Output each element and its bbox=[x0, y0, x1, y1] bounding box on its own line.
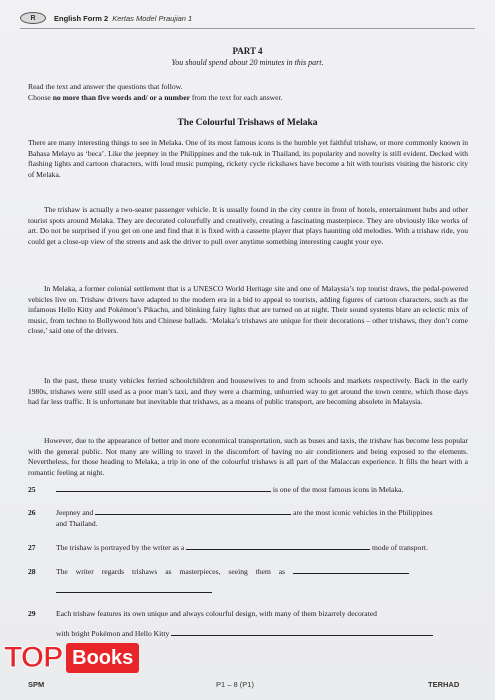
book-title: English Form 2 bbox=[54, 13, 109, 23]
question-number: 25 bbox=[28, 485, 36, 494]
answer-blank[interactable] bbox=[56, 484, 271, 492]
watermark-books-text: Books bbox=[66, 643, 139, 673]
answer-blank-continuation[interactable] bbox=[56, 592, 212, 593]
question-text: Each trishaw features its own unique and always colourful design, with many of them bizarrely decorated bbox=[56, 609, 377, 618]
question-text: are the most iconic vehicles in the Philippines bbox=[291, 508, 433, 517]
article-paragraph-4: In the past, these trusty vehicles ferried schoolchildren and housewives to and from schools and markets respectively. Back in the early 1980s, trishaws were still used as a poor man’s taxi, and they were a charming, unhurried way to get around the town centre, which those days had far less traffic. It is unfortunate but inevitable that trishaws, as a means of public transport, are becoming absolete in Malaysia. bbox=[28, 376, 468, 406]
question-body bbox=[56, 507, 466, 529]
footer-classification: TERHAD bbox=[428, 680, 460, 689]
article-title: The Colourful Trishaws of Melaka bbox=[177, 118, 318, 128]
question-number: 29 bbox=[28, 609, 36, 618]
question-number: 27 bbox=[28, 543, 36, 552]
watermark-top-text: TOP bbox=[4, 641, 63, 674]
article-paragraph-1: There are many interesting things to see in Melaka. One of its most famous icons is the humble yet faithful trishaw, or more commonly known in Bahasa Melayu as ‘beca’. Like the jeepney in the Philippines and the tuk-tuk in Thailand, its popularity and novelty is still evident. Decked with flashing lights and cartoon characters, with loud music pumping, rickety cycle rickshaws have become a hit with tourists visiting the historic city of Melaka. bbox=[28, 138, 468, 179]
question-body bbox=[56, 566, 466, 577]
answer-blank[interactable] bbox=[293, 566, 409, 574]
question-body bbox=[56, 484, 466, 495]
question-number: 26 bbox=[28, 508, 36, 517]
answer-blank[interactable] bbox=[171, 628, 433, 636]
article-paragraph-2: The trishaw is actually a two-seater passenger vehicle. It is usually found in the city centre in front of hotels, entertainment hubs and other tourist spots around Melaka. They are decorated colourfully and creatively, creating a fascinating masterpiece. They are obviously like works of art. Do not be surprised if you get on one and find that it is fixed with a cassette player that plays haunting old melodies. With a trishaw ride, you could get a close-up view of the streets and ask the driver to pull over anytime something interesting caught your eye. bbox=[28, 205, 468, 246]
question-number: 28 bbox=[28, 567, 36, 576]
article-paragraph-3: In Melaka, a former colonial settlement that is a UNESCO World Heritage site and one of Malaysia’s top tourist draws, the pedal-powered vehicles live on. Trishaw drivers have adapted to the modern era in a bid to appeal to tourists, adding figures of cartoon characters, such as the infamous Hello Kitty and Pokémon’s Pikachu, and blinking fairy lights that are turned on at night. Their sound systems blare an eclectic mix of music, from techno to Bollywood hits and Chinese ballads. ‘Melaka’s trishaws are unique for their decorations – other trishaws, they don’t come close,’ said one of the drivers. bbox=[28, 284, 468, 335]
question-text: is one of the most famous icons in Melaka. bbox=[271, 485, 404, 494]
question-body bbox=[56, 542, 466, 553]
instruction-text: Choose bbox=[28, 93, 53, 102]
instruction-emphasis: no more than five words and/ or a number bbox=[52, 93, 190, 102]
topbooks-watermark bbox=[4, 636, 144, 680]
question-text: with bright Pokémon and Hello Kitty bbox=[56, 629, 170, 638]
article-paragraph-5: However, due to the appearance of better and more economical transportation, such as buses and taxis, the trishaw has become less popular with the general public. Not many are willing to travel in the discomfort of having no air conditioners and being exposed to the elements. Nevertheless, for those heading to Melaka, a trip in one of the colourful trishaws is all part of the Malaccan experience. It fills the heart with a romantic feeling at night. bbox=[28, 436, 468, 477]
question-text: The writer regards trishaws as masterpieces, seeing them as bbox=[56, 567, 286, 576]
instruction-text: from the text for each answer. bbox=[189, 93, 283, 102]
question-text: The trishaw is portrayed by the writer as a bbox=[56, 543, 187, 552]
instruction-line-1: Read the text and answer the questions that follow. bbox=[28, 82, 183, 91]
question-text: Jeepney and bbox=[56, 508, 94, 517]
question-text: and Thailand. bbox=[56, 519, 98, 528]
instruction-line-2 bbox=[28, 93, 283, 102]
publisher-logo: R bbox=[20, 12, 46, 24]
question-text: mode of transport. bbox=[370, 543, 428, 552]
part-subtitle: You should spend about 20 minutes in this part. bbox=[171, 58, 324, 67]
page-header bbox=[20, 10, 192, 26]
book-subtitle: Kertas Model Praujian 1 bbox=[112, 13, 193, 23]
footer-code: SPM bbox=[28, 680, 45, 689]
question-body bbox=[56, 608, 466, 639]
part-title: PART 4 bbox=[232, 46, 263, 56]
answer-blank[interactable] bbox=[186, 542, 370, 550]
header-divider bbox=[20, 28, 475, 29]
footer-page-number: P1 – 8 (P1) bbox=[216, 680, 254, 689]
answer-blank[interactable] bbox=[95, 507, 291, 515]
